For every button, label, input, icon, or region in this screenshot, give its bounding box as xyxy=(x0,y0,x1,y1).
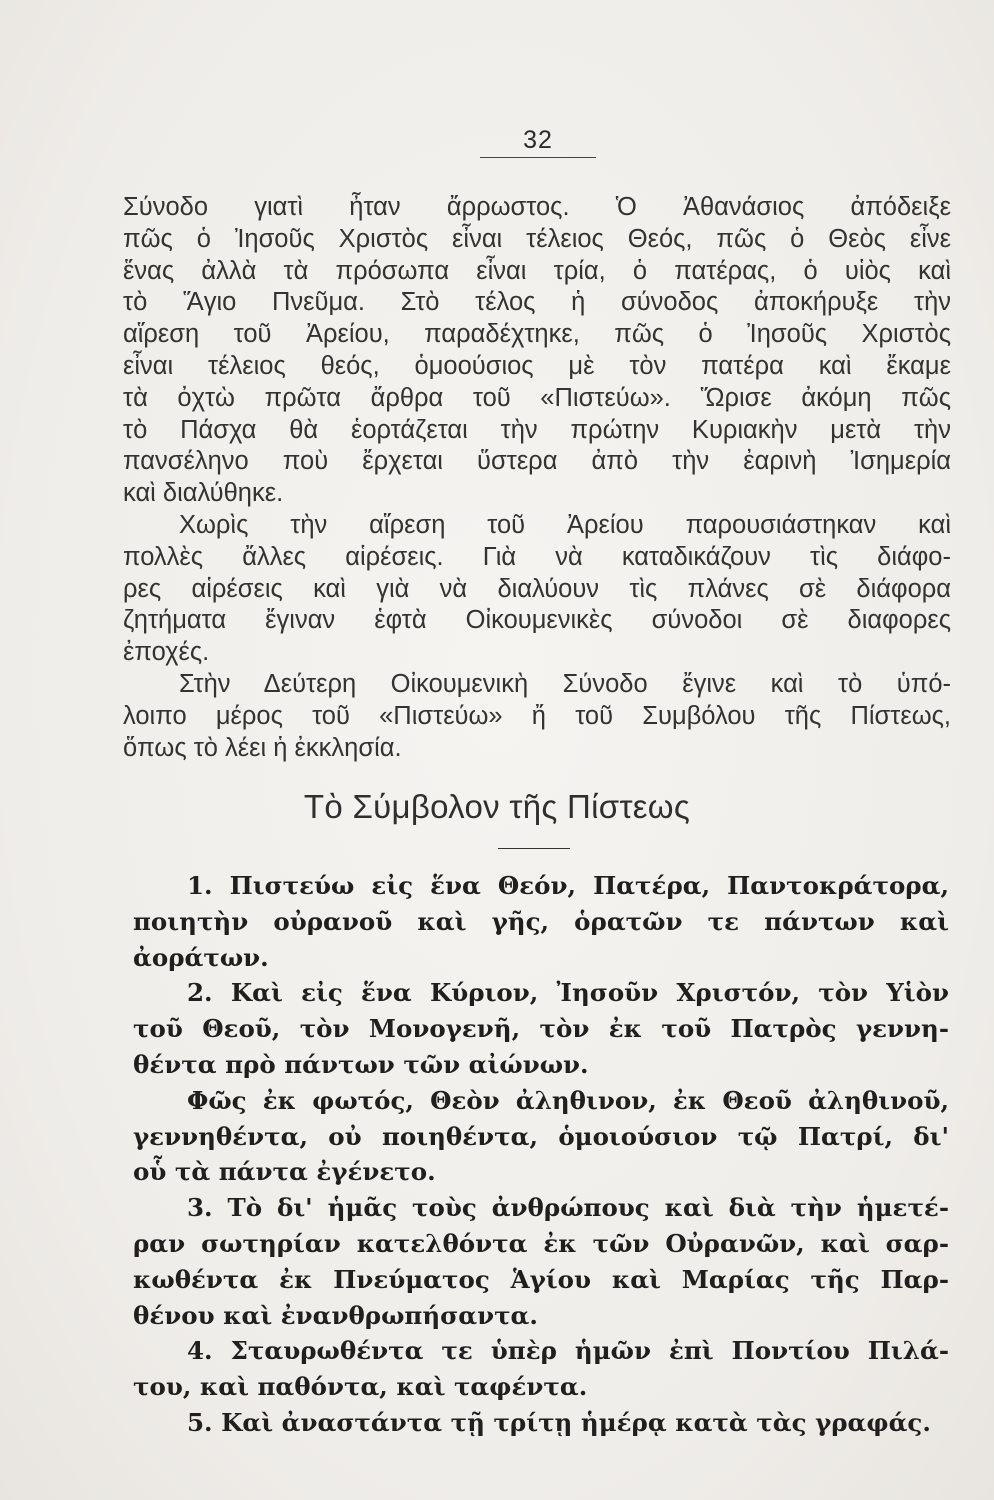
text-line: Χωρὶς τὴν αἵρεση τοῦ Ἀρείου παρουσιάστηκαν καὶ xyxy=(179,510,951,539)
paragraph xyxy=(123,192,951,510)
creed-line: 3. Τὸ δι' ἡμᾶς τοὺς ἀνθρώπους καὶ διὰ τὴν ἡμετέ- xyxy=(187,1193,949,1223)
text-line: αἵρεση τοῦ Ἀρείου, παραδέχτηκε, πῶς ὁ Ἰησοῦς Χριστὸς xyxy=(123,320,951,349)
creed-line: του, καὶ παθόντα, καὶ ταφέντα. xyxy=(133,1372,588,1402)
creed-line: ἀοράτων. xyxy=(133,942,269,972)
creed-line: τοῦ Θεοῦ, τὸν Μονογενῆ, τὸν ἐκ τοῦ Πατρὸς γεννη- xyxy=(133,1014,949,1044)
text-line: ζητήματα ἔγιναν ἑφτὰ Οἰκουμενικὲς σύνοδοι σὲ διαφορες xyxy=(123,606,951,635)
creed-line: γεννηθέντα, οὐ ποιηθέντα, ὁμοιούσιον τῷ Πατρί, δι' xyxy=(133,1121,949,1151)
creed-line: θέντα πρὸ πάντων τῶν αἰώνων. xyxy=(133,1049,589,1079)
creed-article xyxy=(133,1083,949,1190)
creed-line: θένου καὶ ἐνανθρωπήσαντα. xyxy=(133,1300,538,1330)
text-line: τὸ Ἅγιο Πνεῦμα. Στὸ τέλος ἡ σύνοδος ἀποκήρυξε τὴν xyxy=(123,288,951,317)
creed-text xyxy=(133,868,949,1441)
creed-line: κωθέντα ἐκ Πνεύματος Ἁγίου καὶ Μαρίας τῆς Παρ- xyxy=(133,1264,949,1294)
text-line: Σύνοδο γιατὶ ἦταν ἄρρωστος. Ὁ Ἀθανάσιος ἀπόδειξε xyxy=(123,193,951,221)
section-title: Τὸ Σύμβολον τῆς Πίστεως xyxy=(303,788,691,825)
creed-article xyxy=(133,1190,949,1333)
page-number-rule xyxy=(480,157,596,158)
text-line: πῶς ὁ Ἰησοῦς Χριστὸς εἶναι τέλειος Θεός, πῶς ὁ Θεὸς εἶνε xyxy=(123,224,951,253)
text-line: τὸ Πάσχα θὰ ἑορτάζεται τὴν πρώτην Κυριακὴν μετὰ τὴν xyxy=(123,415,951,444)
text-line: πολλὲς ἄλλες αἱρέσεις. Γιὰ νὰ καταδικάζουν τὶς διάφο- xyxy=(123,542,951,571)
creed-line: 4. Σταυρωθέντα τε ὑπὲρ ἡμῶν ἐπὶ Ποντίου Πιλά- xyxy=(187,1336,949,1366)
creed-line: Φῶς ἐκ φωτός, Θεὸν ἀληθινον, ἐκ Θεοῦ ἀληθινοῦ, xyxy=(187,1085,949,1115)
text-line: ὅπως τὸ λέει ἡ ἐκκλησία. xyxy=(123,733,402,762)
text-line: ρες αἱρέσεις καὶ γιὰ νὰ διαλύουν τὶς πλάνες σὲ διάφορα xyxy=(123,574,951,603)
creed-line: 5. Καὶ ἀναστάντα τῇ τρίτῃ ἡμέρᾳ κατὰ τὰς γραφάς. xyxy=(187,1407,931,1437)
creed-line: οὗ τὰ πάντα ἐγένετο. xyxy=(133,1157,436,1187)
text-line: ἐποχές. xyxy=(123,638,210,667)
creed-line: ποιητὴν οὐρανοῦ καὶ γῆς, ὁρατῶν τε πάντων καὶ xyxy=(133,906,949,936)
text-line: εἶναι τέλειος θεός, ὁμοούσιος μὲ τὸν πατέρα καὶ ἔκαμε xyxy=(123,351,951,380)
text-line: τὰ ὀχτὼ πρῶτα ἄρθρα τοῦ «Πιστεύω». Ὥρισε ἀκόμη πῶς xyxy=(123,383,951,412)
page-number: 32 xyxy=(523,126,553,154)
body-text xyxy=(123,192,951,764)
paragraph xyxy=(123,510,951,669)
page-header xyxy=(480,126,596,158)
creed-line: 1. Πιστεύω εἰς ἕνα Θεόν, Πατέρα, Παντοκράτορα, xyxy=(187,871,949,900)
creed-line: ραν σωτηρίαν κατελθόντα ἐκ τῶν Οὐρανῶν, καὶ σαρ- xyxy=(133,1228,949,1258)
creed-article xyxy=(133,1333,949,1405)
title-rule xyxy=(498,848,570,849)
creed-article xyxy=(133,868,949,975)
paragraph xyxy=(123,669,951,764)
text-line: Στὴν Δεύτερη Οἰκουμενικὴ Σύνοδο ἔγινε καὶ τὸ ὑπό- xyxy=(179,669,951,698)
creed-article xyxy=(133,975,949,1082)
text-line: πανσέληνο ποὺ ἔρχεται ὕστερα ἀπὸ τὴν ἐαρινὴ Ἰσημερία xyxy=(123,447,951,476)
creed-line: 2. Καὶ εἰς ἕνα Κύριον, Ἰησοῦν Χριστόν, τὸν Υἱὸν xyxy=(187,978,949,1008)
creed-article xyxy=(133,1405,949,1441)
text-line: καὶ διαλύθηκε. xyxy=(123,479,284,508)
text-line: λοιπο μέρος τοῦ «Πιστεύω» ἤ τοῦ Συμβόλου τῆς Πίστεως, xyxy=(123,701,951,730)
text-line: ἕνας ἀλλὰ τὰ πρόσωπα εἶναι τρία, ὁ πατέρας, ὁ υἱὸς καὶ xyxy=(123,256,951,285)
